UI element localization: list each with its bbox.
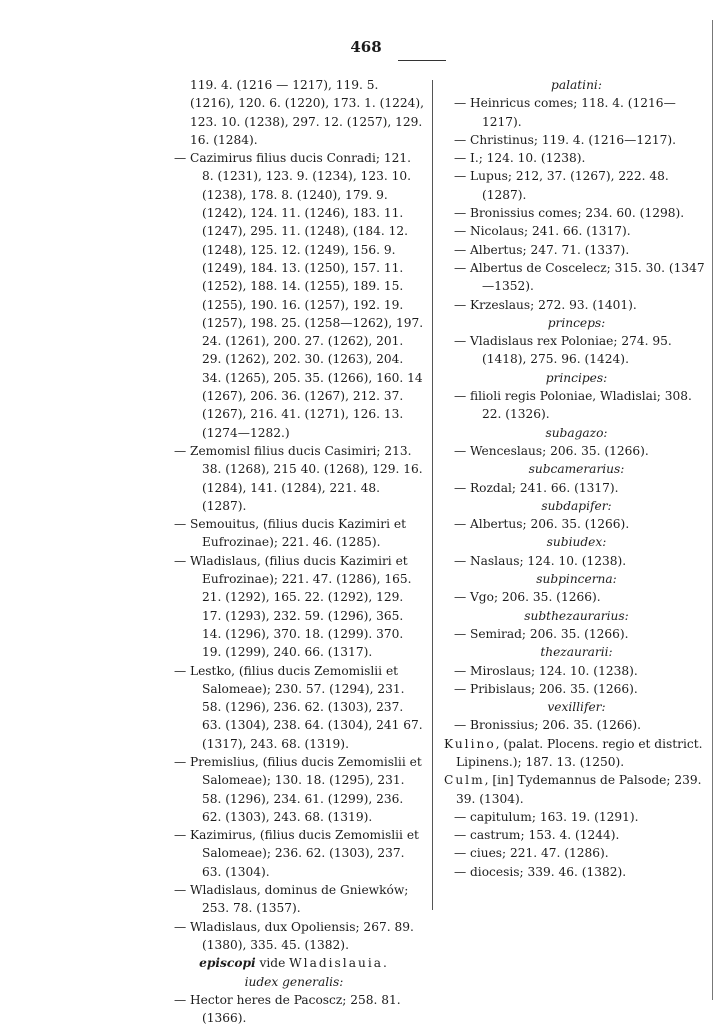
index-headword: Culm xyxy=(444,773,485,788)
page-number: 468 xyxy=(350,38,382,56)
index-entry-text: Wladislaus, dux Opoliensis; 267. 89. (1380), 335. 45. (1382). xyxy=(190,919,414,952)
entry-dash: — xyxy=(174,443,187,458)
index-entry-text: Nicolaus; 241. 66. (1317). xyxy=(470,224,631,239)
entry-dash: — xyxy=(454,242,467,257)
header-rule xyxy=(398,60,446,61)
index-entry-text: , (palat. Plocens. regio et district. Lipinens.); 187. 13. (1250). xyxy=(456,736,703,769)
cross-reference-target: Wladislauia. xyxy=(289,956,389,971)
section-heading: subagazo: xyxy=(545,425,608,440)
index-subentry xyxy=(164,442,424,515)
index-subentry xyxy=(444,204,709,222)
index-entry-text: Naslaus; 124. 10. (1238). xyxy=(470,553,627,568)
entry-dash: — xyxy=(454,389,467,404)
index-entry-text: Heinricus comes; 118. 4. (1216—1217). xyxy=(470,96,676,129)
index-entry-text: Wenceslaus; 206. 35. (1266). xyxy=(470,443,649,458)
index-entry-text: I.; 124. 10. (1238). xyxy=(470,151,586,166)
section-heading: subdapifer: xyxy=(541,498,612,513)
index-entry-text: Rozdal; 241. 66. (1317). xyxy=(470,480,619,495)
index-entry-text: Kazimirus, (filius ducis Zemomislii et Salomeae); 236. 62. (1303), 237. 63. (1304). xyxy=(190,828,419,879)
entry-dash: — xyxy=(454,260,467,275)
index-entry-text: Miroslaus; 124. 10. (1238). xyxy=(470,663,638,678)
index-entry-text: Lupus; 212, 37. (1267), 222. 48. (1287). xyxy=(470,169,669,202)
index-subentry xyxy=(444,222,709,240)
entry-dash: — xyxy=(454,443,467,458)
index-subentry xyxy=(444,552,709,570)
index-subentry xyxy=(444,387,709,424)
index-entry-text: Bronissius; 206. 35. (1266). xyxy=(470,718,642,733)
index-entry-text: Vgo; 206. 35. (1266). xyxy=(470,590,601,605)
index-subentry xyxy=(444,149,709,167)
index-entry-text: , [in] Tydemannus de Palsode; 239. 39. (1304). xyxy=(456,773,702,806)
index-subentry xyxy=(164,826,424,881)
entry-dash: — xyxy=(454,151,467,166)
section-heading: subcamerarius: xyxy=(528,462,625,477)
section-heading: vexillifer: xyxy=(547,700,606,715)
entry-dash: — xyxy=(454,132,467,147)
index-subentry xyxy=(164,753,424,826)
index-subentry xyxy=(164,881,424,918)
index-subentry xyxy=(444,515,709,533)
entry-dash: — xyxy=(174,663,187,678)
entry-dash: — xyxy=(454,517,467,532)
section-heading: iudex generalis: xyxy=(244,974,344,989)
entry-dash: — xyxy=(174,553,187,568)
right-column xyxy=(444,76,709,881)
index-subentry xyxy=(164,918,424,955)
index-entry-text: Albertus; 247. 71. (1337). xyxy=(470,242,630,257)
index-entry-text: filioli regis Poloniae, Wladislai; 308. 22. (1326). xyxy=(470,389,692,422)
entry-dash: — xyxy=(174,754,187,769)
index-entry-text: capitulum; 163. 19. (1291). xyxy=(470,809,639,824)
cross-reference-term: episcopi xyxy=(199,956,256,971)
entry-dash: — xyxy=(454,864,467,879)
section-heading: subiudex: xyxy=(546,535,607,550)
section-heading: subthezaurarius: xyxy=(524,608,629,623)
entry-dash: — xyxy=(454,809,467,824)
section-heading: thezaurarii: xyxy=(540,645,613,660)
index-subentry xyxy=(444,241,709,259)
index-entry-text: Lestko, (filius ducis Zemomislii et Salomeae); 230. 57. (1294), 231. 58. (1296), 236. 62. (1303), 237. 63. (1304), 238. 64. (1304), 241 67. (1317), 243. 68. (1319). xyxy=(190,663,423,751)
cross-reference-heading xyxy=(164,954,424,972)
index-subentry xyxy=(444,680,709,698)
index-subentry xyxy=(164,991,424,1027)
index-entry-text: Premislius, (filius ducis Zemomislii et Salomeae); 130. 18. (1295), 231. 58. (1296), 234. 61. (1299), 236. 62. (1303), 243. 68. (1319). xyxy=(190,754,422,824)
index-subentry xyxy=(444,625,709,643)
index-entry-text: Bronissius comes; 234. 60. (1298). xyxy=(470,206,685,221)
index-subentry xyxy=(444,662,709,680)
entry-dash: — xyxy=(454,626,467,641)
cross-reference-connector: vide xyxy=(255,956,290,971)
index-subentry xyxy=(164,515,424,552)
left-column xyxy=(164,76,424,1027)
index-subentry xyxy=(444,716,709,734)
entry-dash: — xyxy=(454,224,467,239)
index-continuation: 119. 4. (1216 — 1217), 119. 5. (1216), 120. 6. (1220), 173. 1. (1224), 123. 10. (1238), 297. 12. (1257), 129. 16. (1284). xyxy=(190,78,424,147)
index-entry-text: Albertus; 206. 35. (1266). xyxy=(470,517,630,532)
index-entry-text: Vladislaus rex Poloniae; 274. 95. (1418), 275. 96. (1424). xyxy=(470,334,672,367)
index-entry-text: Cazimirus filius ducis Conradi; 121. 8. (1231), 123. 9. (1234), 123. 10. (1238), 178. 8. (1240), 179. 9. (1242), 124. 11. (1246), 183. 11. (1247), 295. 11. (1248), (184. 12. (1248), 125. 12. (1249), 156. 9. (1249), 184. 13. (1250), 157. 11. (1252), 188. 14. (1255), 189. 15. (1255), 190. 16. (1257), 192. 19. (1257), 198. 25. (1258—1262), 197. 24. (1261), 200. 27. (1262), 201. 29. (1262), 202. 30. (1263), 204. 34. (1265), 205. 35. (1266), 160. 14 (1267), 206. 36. (1267), 212. 37. (1267), 216. 41. (1271), 126. 13. (1274—1282.) xyxy=(190,151,424,440)
index-subentry xyxy=(444,442,709,460)
column-divider xyxy=(432,80,433,910)
index-subentry xyxy=(164,552,424,662)
index-subentry xyxy=(444,131,709,149)
entry-dash: — xyxy=(454,681,467,696)
entry-dash: — xyxy=(454,480,467,495)
page-edge-rule xyxy=(712,20,713,1000)
index-subentry xyxy=(164,149,424,442)
index-entry-text: Semouitus, (filius ducis Kazimiri et Eufrozinae); 221. 46. (1285). xyxy=(190,517,406,550)
entry-dash: — xyxy=(174,883,187,898)
index-subentry xyxy=(444,296,709,314)
index-entry-text: Krzeslaus; 272. 93. (1401). xyxy=(470,297,637,312)
entry-dash: — xyxy=(454,297,467,312)
index-subentry xyxy=(444,826,709,844)
index-subentry xyxy=(444,588,709,606)
index-entry-text: Hector heres de Pacoscz; 258. 81. (1366). xyxy=(190,992,401,1026)
index-entry-text: Christinus; 119. 4. (1216—1217). xyxy=(470,132,676,147)
index-headword: Kulino xyxy=(444,736,496,751)
index-subentry xyxy=(444,94,709,131)
index-entry-text: Albertus de Coscelecz; 315. 30. (1347—1352). xyxy=(470,260,705,294)
index-subentry xyxy=(444,863,709,881)
index-subentry xyxy=(444,167,709,204)
index-entry-text: Semirad; 206. 35. (1266). xyxy=(470,626,629,641)
index-subentry xyxy=(444,808,709,826)
index-entry-text: Wladislaus, dominus de Gniewków; 253. 78. (1357). xyxy=(190,883,409,916)
entry-dash: — xyxy=(454,828,467,843)
entry-dash: — xyxy=(454,590,467,605)
index-headword-entry xyxy=(444,735,709,772)
entry-dash: — xyxy=(174,992,187,1007)
entry-dash: — xyxy=(454,169,467,184)
index-subentry xyxy=(444,479,709,497)
entry-dash: — xyxy=(454,663,467,678)
entry-dash: — xyxy=(174,517,187,532)
entry-dash: — xyxy=(174,828,187,843)
index-subentry xyxy=(164,662,424,753)
index-subentry xyxy=(444,332,709,369)
entry-dash: — xyxy=(174,919,187,934)
index-subentry xyxy=(444,844,709,862)
index-subentry xyxy=(444,259,709,296)
index-entry-text: Wladislaus, (filius ducis Kazimiri et Eufrozinae); 221. 47. (1286), 165. 21. (1292), 165. 22. (1292), 129. 17. (1293), 232. 59. (1296), 365. 14. (1296), 370. 18. (1299). 370. 19. (1299), 240. 66. (1317). xyxy=(190,553,412,660)
index-entry-text: Zemomisl filius ducis Casimiri; 213. 38. (1268), 215 40. (1268), 129. 16. (1284), 141. (1284), 221. 48. (1287). xyxy=(190,443,423,513)
entry-dash: — xyxy=(454,846,467,861)
entry-dash: — xyxy=(454,206,467,221)
index-headword-entry xyxy=(444,771,709,808)
index-entry-text: Pribislaus; 206. 35. (1266). xyxy=(470,681,638,696)
section-heading: princeps: xyxy=(547,315,606,330)
index-entry-text: diocesis; 339. 46. (1382). xyxy=(470,864,627,879)
index-entry-text: castrum; 153. 4. (1244). xyxy=(470,828,620,843)
section-heading: principes: xyxy=(545,370,608,385)
section-heading: palatini: xyxy=(551,78,602,92)
entry-dash: — xyxy=(174,151,187,166)
entry-dash: — xyxy=(454,553,467,568)
entry-dash: — xyxy=(454,96,467,111)
index-entry-text: ciues; 221. 47. (1286). xyxy=(470,846,609,861)
entry-dash: — xyxy=(454,718,467,733)
entry-dash: — xyxy=(454,334,467,349)
section-heading: subpincerna: xyxy=(536,572,617,587)
